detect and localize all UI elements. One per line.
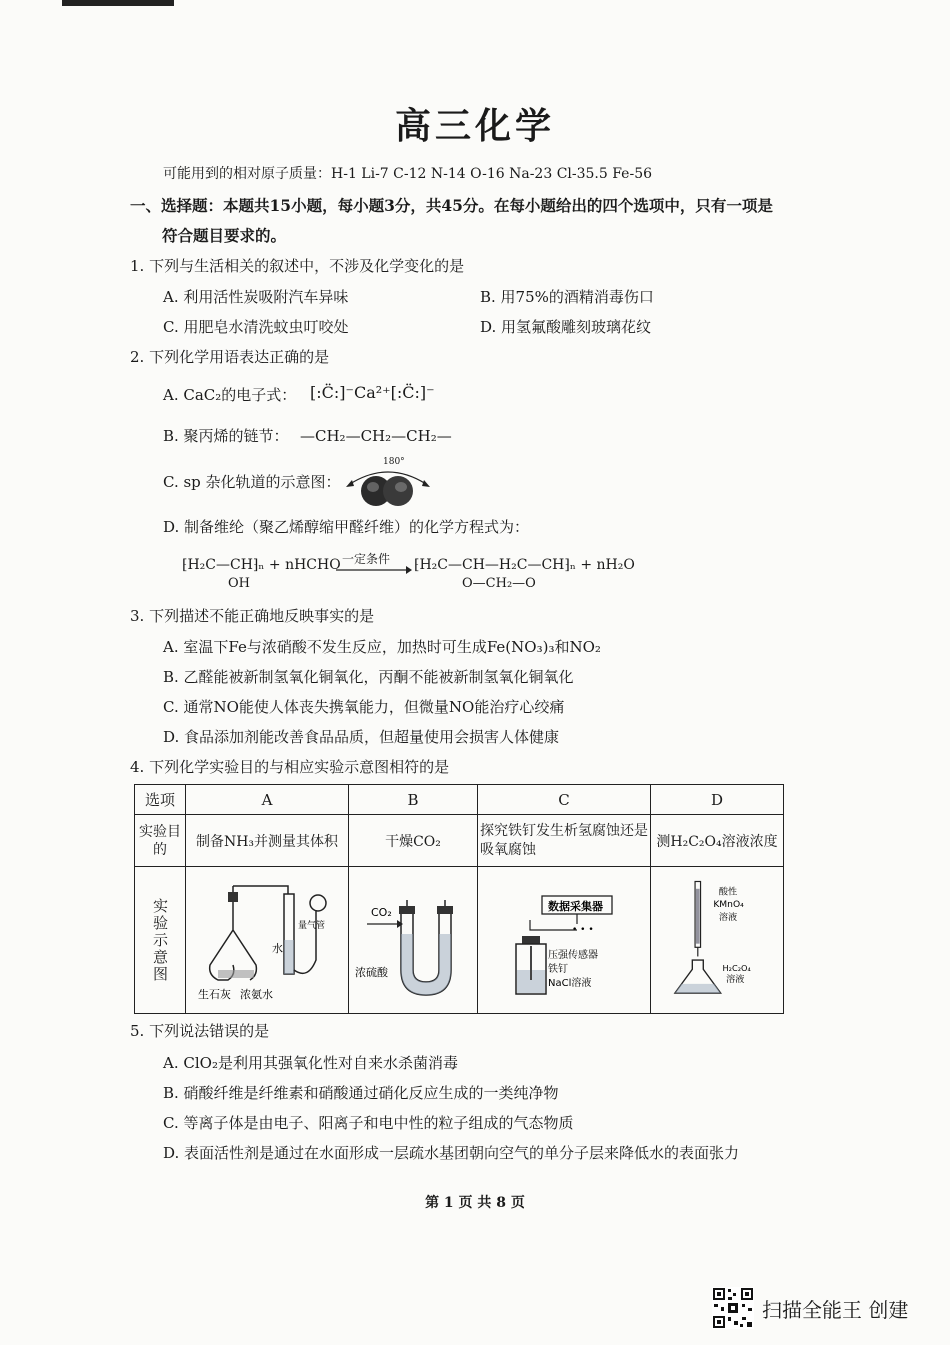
diagram-d-cell (651, 867, 784, 1014)
q1-stem: 1. 下列与生活相关的叙述中，不涉及化学变化的是 (130, 257, 465, 275)
u-tube-diagram (351, 870, 475, 1010)
q1-option-a: A. 利用活性炭吸附汽车异味 (163, 288, 349, 306)
label-kmno4-solution: 溶液 (718, 912, 738, 923)
q2-option-d-label: D. 制备维纶（聚乙烯醇缩甲醛纤维）的化学方程式为： (163, 518, 530, 536)
purpose-a: 制备NH₃并测量其体积 (186, 815, 349, 867)
page-footer: 第 1 页 共 8 页 (425, 1195, 525, 1211)
diagram-b-cell (349, 867, 478, 1014)
corrosion-diagram (480, 870, 648, 1010)
label-gas-tube: 量气管 (298, 921, 326, 931)
q2-option-b-formula: —CH₂—CH₂—CH₂— (300, 427, 452, 445)
label-nacl: NaCl溶液 (548, 978, 592, 989)
diagram-c-cell (478, 867, 651, 1014)
q2-stem: 2. 下列化学用语表达正确的是 (130, 348, 330, 366)
diagram-label: 实验示意图 (135, 867, 186, 1014)
titration-diagram (653, 870, 781, 1010)
q1-option-c: C. 用肥皂水清洗蚊虫叮咬处 (163, 318, 349, 336)
table-diagram-row (135, 867, 784, 1014)
label-pressure-sensor: 压强传感器 (548, 950, 598, 961)
label-kmno4: KMnO₄ (713, 900, 744, 911)
arc-arrow-left (346, 480, 354, 487)
purpose-c: 探究铁钉发生析氢腐蚀还是吸氧腐蚀 (478, 815, 651, 867)
q2-d-product: ⁅H₂C—CH—H₂C—CH⁆ₙ + nH₂O (414, 557, 635, 573)
arc-arrow-right (422, 480, 430, 487)
header-d: D (651, 785, 784, 815)
label-ammonia: 浓氨水 (240, 988, 273, 1001)
sp-orbital-diagram (338, 462, 438, 510)
table-purpose-row (135, 815, 784, 867)
q2-d-condition: 一定条件 (342, 552, 391, 566)
table-header-row (135, 785, 784, 815)
ammonia-apparatus-diagram (188, 870, 346, 1010)
section1-heading-line1: 一、选择题：本题共15小题，每小题3分，共45分。在每小题给出的四个选项中，只有一项是 (130, 196, 773, 215)
q3-stem: 3. 下列描述不能正确地反映事实的是 (130, 607, 375, 625)
orbital-highlight-left (367, 482, 379, 492)
q2-option-b-label: B. 聚丙烯的链节： (163, 427, 289, 445)
experiment-table (134, 784, 784, 1014)
atomic-masses: 可能用到的相对原子质量：H-1 Li-7 C-12 N-14 O-16 Na-23 Cl-35.5 Fe-56 (163, 166, 653, 182)
label-iron-nail: 铁钉 (548, 964, 568, 975)
label-lime: 生石灰 (198, 988, 231, 1001)
q1-option-d: D. 用氢氟酸雕刻玻璃花纹 (480, 318, 652, 336)
scanner-watermark: 扫描全能王 创建 (762, 1298, 909, 1322)
q3-option-b: B. 乙醛能被新制氢氧化铜氧化，丙酮不能被新制氢氧化铜氧化 (163, 668, 574, 686)
header-option: 选项 (135, 785, 186, 815)
top-edge-bar (62, 0, 174, 6)
q1-option-b: B. 用75%的酒精消毒伤口 (480, 288, 654, 306)
label-h2c2o4-solution: 溶液 (726, 975, 745, 986)
q5-option-b: B. 硝酸纤维是纤维素和硝酸通过硝化反应生成的一类纯净物 (163, 1084, 559, 1102)
q2-option-c-label: C. sp 杂化轨道的示意图： (163, 473, 341, 491)
label-h2c2o4: H₂C₂O₄ (722, 963, 751, 974)
purpose-b: 干燥CO₂ (349, 815, 478, 867)
q5-stem: 5. 下列说法错误的是 (130, 1022, 270, 1040)
label-data-collector: 数据采集器 (548, 900, 603, 913)
orbital-highlight-right (395, 482, 407, 492)
header-c: C (478, 785, 651, 815)
purpose-label: 实验目的 (135, 815, 186, 867)
label-sulfuric-acid: 浓硫酸 (355, 966, 388, 979)
q3-option-a: A. 室温下Fe与浓硝酸不发生反应，加热时可生成Fe(NO₃)₃和NO₂ (163, 638, 601, 656)
q4-stem: 4. 下列化学实验目的与相应实验示意图相符的是 (130, 758, 450, 776)
sp-angle-label: 180° (383, 457, 405, 467)
q5-option-c: C. 等离子体是由电子、阳离子和电中性的粒子组成的气态物质 (163, 1114, 574, 1132)
qr-code-icon (712, 1287, 754, 1329)
header-a: A (186, 785, 349, 815)
q2-d-reactant: ⁅H₂C—CH⁆ₙ + nHCHO (182, 557, 341, 573)
q5-option-d: D. 表面活性剂是通过在水面形成一层疏水基团朝向空气的单分子层来降低水的表面张力 (163, 1144, 740, 1162)
q2-d-oh: OH (228, 576, 250, 591)
q2-option-a-formula: [:C̈:]⁻Ca²⁺[:C̈:]⁻ (310, 383, 435, 402)
label-acidic: 酸性 (718, 887, 738, 898)
q3-option-d: D. 食品添加剂能改善食品品质，但超量使用会损害人体健康 (163, 728, 560, 746)
label-water: 水 (272, 942, 283, 955)
purpose-d: 测H₂C₂O₄溶液浓度 (651, 815, 784, 867)
reaction-arrow (336, 566, 412, 574)
q3-option-c: C. 通常NO能使人体丧失携氧能力，但微量NO能治疗心绞痛 (163, 698, 565, 716)
q2-option-a-label: A. CaC₂的电子式： (163, 386, 297, 404)
diagram-a-cell (186, 867, 349, 1014)
q2-d-bridge: O—CH₂—O (462, 576, 536, 591)
label-co2: CO₂ (371, 906, 392, 919)
q5-option-a: A. ClO₂是利用其强氧化性对自来水杀菌消毒 (163, 1054, 458, 1072)
header-b: B (349, 785, 478, 815)
page-title: 高三化学 (394, 105, 555, 147)
section1-heading-line2: 符合题目要求的。 (162, 226, 287, 245)
svg-text:• • •: • • • (572, 925, 594, 935)
